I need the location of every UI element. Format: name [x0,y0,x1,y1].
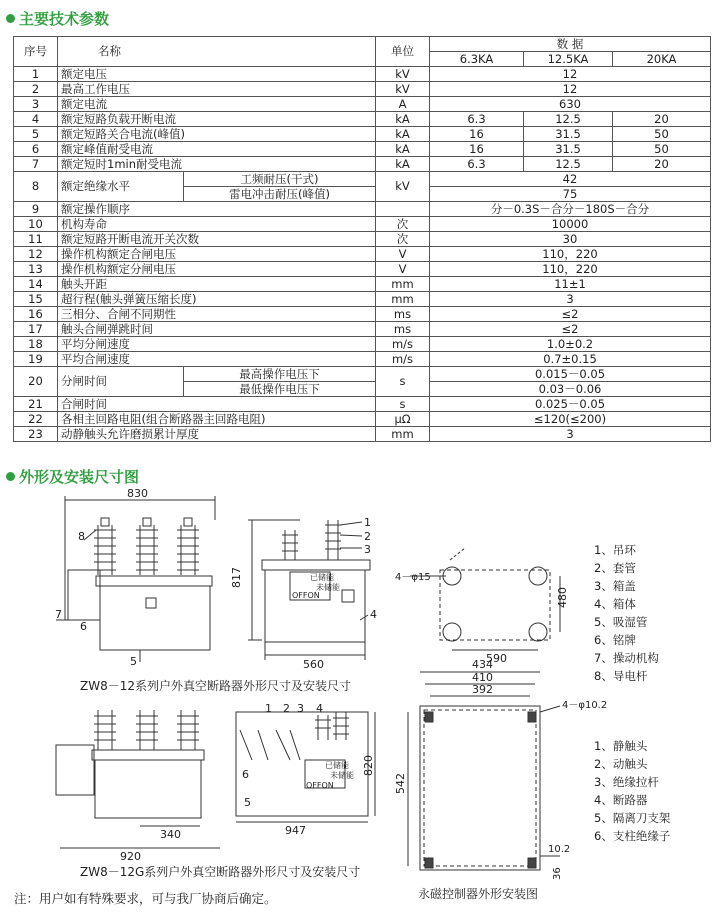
row-value: 12 [430,82,711,97]
row-name: 合闸时间 [58,397,376,412]
header-no: 序号 [14,37,58,67]
dim-4phi10: 4－φ10.2 [562,700,608,711]
dimension-drawings [0,460,720,916]
row-name: 触头开距 [58,277,376,292]
row-no: 7 [14,157,58,172]
legend-item: 5、隔离刀支架 [594,811,671,825]
legend-item: 4、箱体 [594,597,636,611]
row-value: 6.3 [430,157,524,172]
row-no: 16 [14,307,58,322]
section-title-params [6,8,109,29]
legend-item: 2、动触头 [594,757,648,771]
row-value: 42 [430,172,711,187]
dim-830: 830 [127,487,148,500]
row-subname: 工频耐压(干式) [184,172,376,187]
row-name: 操作机构额定分闸电压 [58,262,376,277]
row-no: 22 [14,412,58,427]
row-unit: ms [376,322,430,337]
row-value: 20 [613,112,711,127]
legend-item: 8、导电杆 [594,669,648,683]
drawing-zw8-side [230,516,377,671]
plate-offon: OFFON [292,591,320,600]
header-sub: 12.5KA [524,52,613,67]
row-value: 0.03－0.06 [430,382,711,397]
table-row [14,412,711,427]
table-row [14,97,711,112]
row-no: 13 [14,262,58,277]
callout-8: 8 [78,530,85,543]
row-value: 75 [430,187,711,202]
dim-410: 410 [472,671,493,684]
row-value: ≤120(≤200) [430,412,711,427]
row-unit: kA [376,157,430,172]
row-value: 50 [613,127,711,142]
plate-charged: 已储能 [310,573,334,582]
row-value: 20 [613,157,711,172]
dim-920: 920 [120,850,141,863]
row-no: 11 [14,232,58,247]
row-unit: ms [376,307,430,322]
row-value: 16 [430,142,524,157]
callout-2: 2 [364,530,371,543]
row-name: 平均分闸速度 [58,337,376,352]
row-value: ≤2 [430,307,711,322]
table-row [14,352,711,367]
row-no: 3 [14,97,58,112]
bullet-icon [6,14,15,23]
caption-controller: 永磁控制器外形安装图 [418,887,539,901]
dim-4phi15: 4－φ15 [395,572,431,583]
row-unit: kA [376,127,430,142]
header-sub: 6.3KA [430,52,524,67]
row-name: 平均合闸速度 [58,352,376,367]
row-value: 630 [430,97,711,112]
row-no: 15 [14,292,58,307]
row-no: 23 [14,427,58,442]
row-no: 19 [14,352,58,367]
row-no: 18 [14,337,58,352]
table-row [14,247,711,262]
dim-590: 590 [486,652,507,665]
table-row [14,202,711,217]
section-title-text: 主要技术参数 [19,10,110,28]
legend-item: 7、操动机构 [594,651,659,665]
dim-340: 340 [160,828,181,841]
drawing-zw8-front [55,487,215,668]
table-row [14,262,711,277]
dim-392: 392 [472,683,493,696]
plate-charged: 已储能 [325,761,349,770]
callout-1: 1 [265,702,272,715]
row-value: ≤2 [430,322,711,337]
row-name: 操作机构额定合闸电压 [58,247,376,262]
row-no: 1 [14,67,58,82]
row-unit: m/s [376,352,430,367]
row-name: 分闸时间 [58,367,184,397]
row-subname: 最低操作电压下 [184,382,376,397]
row-no: 4 [14,112,58,127]
legend-item: 3、箱盖 [594,579,636,593]
callout-4: 4 [370,608,377,621]
row-unit: mm [376,427,430,442]
header-sub: 20KA [613,52,711,67]
legend-item: 3、绝缘拉杆 [594,775,659,789]
section-title-text: 外形及安装尺寸图 [19,468,140,486]
table-row [14,142,711,157]
row-name: 额定峰值耐受电流 [58,142,376,157]
row-unit: kA [376,142,430,157]
legend-item: 1、吊环 [594,543,636,557]
row-no: 12 [14,247,58,262]
dim-542: 542 [394,773,407,794]
row-value: 12.5 [524,157,613,172]
row-name: 额定电压 [58,67,376,82]
row-no: 9 [14,202,58,217]
row-name: 最高工作电压 [58,82,376,97]
table-row [14,112,711,127]
table-row [14,82,711,97]
row-value: 110，220 [430,247,711,262]
row-value: 0.015－0.05 [430,367,711,382]
dim-434: 434 [472,658,493,671]
table-row [14,367,711,382]
row-unit: V [376,262,430,277]
row-subname: 雷电冲击耐压(峰值) [184,187,376,202]
legend-item: 4、断路器 [594,793,648,807]
legend-item: 2、套管 [594,561,636,575]
table-row [14,427,711,442]
table-row [14,337,711,352]
row-unit: A [376,97,430,112]
callout-1: 1 [364,516,371,529]
row-name: 三相分、合闸不同期性 [58,307,376,322]
table-row [14,217,711,232]
row-value: 31.5 [524,142,613,157]
header-name: 名称 [58,37,376,67]
row-value: 3 [430,292,711,307]
row-value: 0.025－0.05 [430,397,711,412]
row-no: 10 [14,217,58,232]
row-value: 50 [613,142,711,157]
row-no: 5 [14,127,58,142]
callout-3: 3 [364,543,371,556]
legend-item: 6、支柱绝缘子 [594,829,671,843]
row-no: 20 [14,367,58,397]
caption-zw8: ZW8－12系列户外真空断路器外形尺寸及安装尺寸 [80,679,351,693]
dim-560: 560 [303,658,324,671]
dim-36: 36 [552,867,563,880]
drawing-mounting-holes [395,548,569,665]
row-name: 超行程(触头弹簧压缩长度) [58,292,376,307]
row-value: 1.0±0.2 [430,337,711,352]
row-name: 额定短路开断电流开关次数 [58,232,376,247]
legend-item: 6、铭牌 [594,633,636,647]
callout-6: 6 [80,620,87,633]
row-unit [376,202,430,217]
plate-uncharged: 未储能 [330,771,354,780]
dim-10-2: 10.2 [548,844,571,855]
row-unit: kV [376,172,430,202]
plate-offon: OFFON [306,781,334,790]
legend-item: 1、静触头 [594,739,648,753]
callout-7: 7 [55,608,62,621]
table-row [14,172,711,187]
dim-820: 820 [362,755,375,776]
drawing-zw8g-side [236,702,375,837]
table-row [14,67,711,82]
row-value: 0.7±0.15 [430,352,711,367]
row-name: 额定短时1min耐受电流 [58,157,376,172]
row-unit: s [376,367,430,397]
table-row [14,307,711,322]
drawing-controller [394,658,607,880]
row-name: 各相主回路电阻(组合断路器主回路电阻) [58,412,376,427]
row-name: 动静触头允许磨损累计厚度 [58,427,376,442]
table-row [14,127,711,142]
table-row [14,232,711,247]
row-name: 额定短路关合电流(峰值) [58,127,376,142]
row-unit: 次 [376,232,430,247]
row-value: 110，220 [430,262,711,277]
row-no: 14 [14,277,58,292]
caption-zw8g: ZW8－12G系列户外真空断路器外形尺寸及安装尺寸 [80,865,361,879]
row-unit: kV [376,67,430,82]
legend-parts-2 [594,739,671,843]
dim-817: 817 [230,567,243,588]
row-unit: s [376,397,430,412]
table-row [14,292,711,307]
row-no: 21 [14,397,58,412]
legend-item: 5、吸湿管 [594,615,648,629]
dim-947: 947 [285,824,306,837]
row-no: 17 [14,322,58,337]
callout-2: 2 [283,702,290,715]
row-value: 3 [430,427,711,442]
row-value: 6.3 [430,112,524,127]
row-unit: 次 [376,217,430,232]
row-name: 额定电流 [58,97,376,112]
row-value: 12.5 [524,112,613,127]
spec-table [13,36,711,442]
callout-6: 6 [242,768,249,781]
row-unit: kV [376,82,430,97]
row-name: 触头合闸弹跳时间 [58,322,376,337]
row-no: 6 [14,142,58,157]
drawing-zw8g-front [56,710,220,863]
row-unit: kA [376,112,430,127]
row-value: 16 [430,127,524,142]
row-name: 额定绝缘水平 [58,172,184,202]
plate-uncharged: 未储能 [316,583,340,592]
row-value: 11±1 [430,277,711,292]
row-no: 2 [14,82,58,97]
row-name: 机构寿命 [58,217,376,232]
row-value: 分－0.3S－合分－180S－合分 [430,202,711,217]
dim-480: 480 [556,587,569,608]
row-subname: 最高操作电压下 [184,367,376,382]
row-no: 8 [14,172,58,202]
row-value: 31.5 [524,127,613,142]
row-name: 额定操作顺序 [58,202,376,217]
row-unit: mm [376,277,430,292]
row-value: 12 [430,67,711,82]
row-unit: μΩ [376,412,430,427]
callout-5: 5 [244,796,251,809]
table-row [14,397,711,412]
row-unit: V [376,247,430,262]
header-unit: 单位 [376,37,430,67]
table-row [14,322,711,337]
header-data: 数 据 [430,37,711,52]
callout-5: 5 [130,655,137,668]
row-value: 30 [430,232,711,247]
callout-3: 3 [297,702,304,715]
row-name: 额定短路负载开断电流 [58,112,376,127]
footnote: 注：用户如有特殊要求，可与我厂协商后确定。 [14,891,277,906]
table-row [14,277,711,292]
legend-parts-1 [594,543,659,683]
row-unit: m/s [376,337,430,352]
row-value: 10000 [430,217,711,232]
row-unit: mm [376,292,430,307]
table-row [14,157,711,172]
callout-4: 4 [316,702,323,715]
